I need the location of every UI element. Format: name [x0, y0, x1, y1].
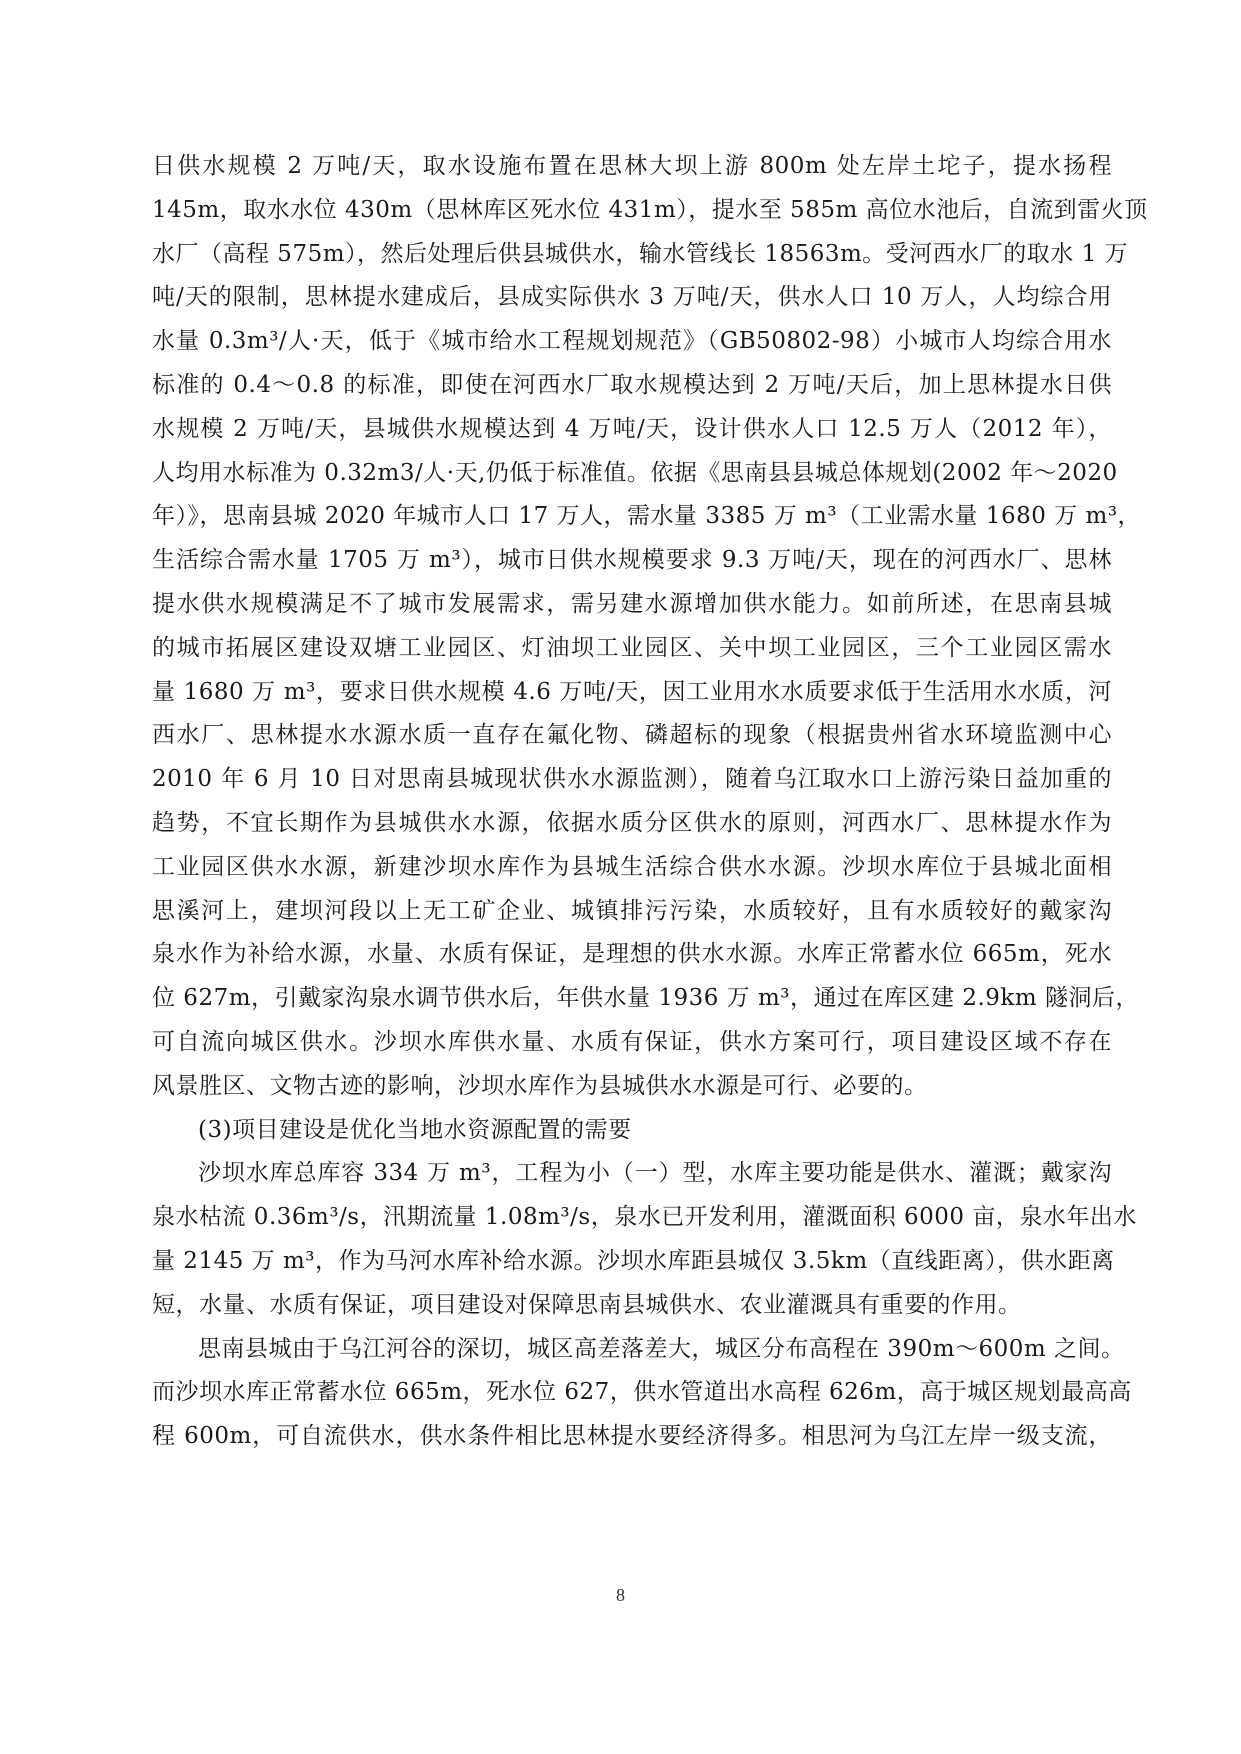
text-line: 思南县城由于乌江河谷的深切，城区高差落差大，城区分布高程在 390m～600m 之间。 [198, 1335, 1125, 1362]
text-line: 沙坝水库总库容 334 万 m³，工程为小（一）型，水库主要功能是供水、灌溉；戴家沟 [198, 1160, 1112, 1187]
text-line: 的城市拓展区建设双塘工业园区、灯油坝工业园区、关中坝工业园区，三个工业园区需水 [152, 634, 1112, 661]
text-line: 程 600m，可自流供水，供水条件相比思林提水要经济得多。相思河为乌江左岸一级支流， [152, 1423, 1112, 1450]
body-text [152, 145, 1148, 1459]
text-line: 量 1680 万 m³，要求日供水规模 4.6 万吨/天，因工业用水水质要求低于生活用水水质，河 [152, 678, 1112, 705]
text-line: 思溪河上，建坝河段以上无工矿企业、城镇排污污染，水质较好，且有水质较好的戴家沟 [152, 897, 1112, 924]
page-number: 8 [616, 1585, 625, 1605]
text-line: 2010 年 6 月 10 日对思南县城现状供水水源监测），随着乌江取水口上游污染日益加重的 [152, 766, 1112, 793]
text-line: 量 2145 万 m³，作为马河水库补给水源。沙坝水库距县城仅 3.5km（直线距离），供水距离 [152, 1247, 1115, 1274]
text-line: 风景胜区、文物古迹的影响，沙坝水库作为县城供水水源是可行、必要的。 [152, 1072, 928, 1099]
text-line: 日供水规模 2 万吨/天，取水设施布置在思林大坝上游 800m 处左岸土坨子，提水扬程 [152, 153, 1112, 179]
text-line: 145m，取水水位 430m（思林库区死水位 431m），提水至 585m 高位水池后，自流到雷火顶 [152, 196, 1148, 223]
text-line: 提水供水规模满足不了城市发展需求，需另建水源增加供水能力。如前所述，在思南县城 [152, 590, 1112, 617]
text-line: 泉水枯流 0.36m³/s，汛期流量 1.08m³/s，泉水已开发利用，灌溉面积 6000 亩，泉水年出水 [152, 1204, 1137, 1231]
text-line: 趋势，不宜长期作为县城供水水源，依据水质分区供水的原则，河西水厂、思林提水作为 [152, 809, 1112, 836]
text-line: 年）》，思南县城 2020 年城市人口 17 万人，需水量 3385 万 m³（工业需水量 1680 万 m³， [152, 503, 1142, 530]
section-heading: (3)项目建设是优化当地水资源配置的需要 [198, 1116, 632, 1143]
text-line: 泉水作为补给水源，水量、水质有保证，是理想的供水水源。水库正常蓄水位 665m，死水 [152, 941, 1112, 968]
text-line: 短，水量、水质有保证，项目建设对保障思南县城供水、农业灌溉具有重要的作用。 [152, 1291, 1022, 1318]
text-line: 吨/天的限制，思林提水建成后，县成实际供水 3 万吨/天，供水人口 10 万人，人均综合用 [152, 284, 1112, 311]
text-line: 可自流向城区供水。沙坝水库供水量、水质有保证，供水方案可行，项目建设区域不存在 [152, 1028, 1112, 1055]
text-line: 位 627m，引戴家沟泉水调节供水后，年供水量 1936 万 m³，通过在库区建 2.9km 隧洞后， [152, 985, 1139, 1012]
text-line: 生活综合需水量 1705 万 m³），城市日供水规模要求 9.3 万吨/天，现在的河西水厂、思林 [152, 547, 1112, 574]
text-line: 标准的 0.4～0.8 的标准，即使在河西水厂取水规模达到 2 万吨/天后，加上思林提水日供 [152, 371, 1112, 398]
text-line: 水厂（高程 575m），然后处理后供县城供水，输水管线长 18563m。受河西水厂的取水 1 万 [152, 240, 1129, 267]
text-line: 水规模 2 万吨/天，县城供水规模达到 4 万吨/天，设计供水人口 12.5 万人（2012 年）， [152, 415, 1112, 442]
text-line: 西水厂、思林提水水源水质一直存在氟化物、磷超标的现象（根据贵州省水环境监测中心 [152, 722, 1112, 749]
text-line: 而沙坝水库正常蓄水位 665m，死水位 627，供水管道出水高程 626m，高于城区规划最高高 [152, 1379, 1132, 1406]
text-line: 工业园区供水水源，新建沙坝水库作为县城生活综合供水水源。沙坝水库位于县城北面相 [152, 853, 1112, 880]
text-line: 水量 0.3m³/人·天，低于《城市给水工程规划规范》（GB50802-98）小城市人均综合用水 [152, 328, 1112, 355]
text-line: 人均用水标准为 0.32m3/人·天,仍低于标准值。依据《思南县县城总体规划(2002 年～2020 [152, 459, 1118, 486]
